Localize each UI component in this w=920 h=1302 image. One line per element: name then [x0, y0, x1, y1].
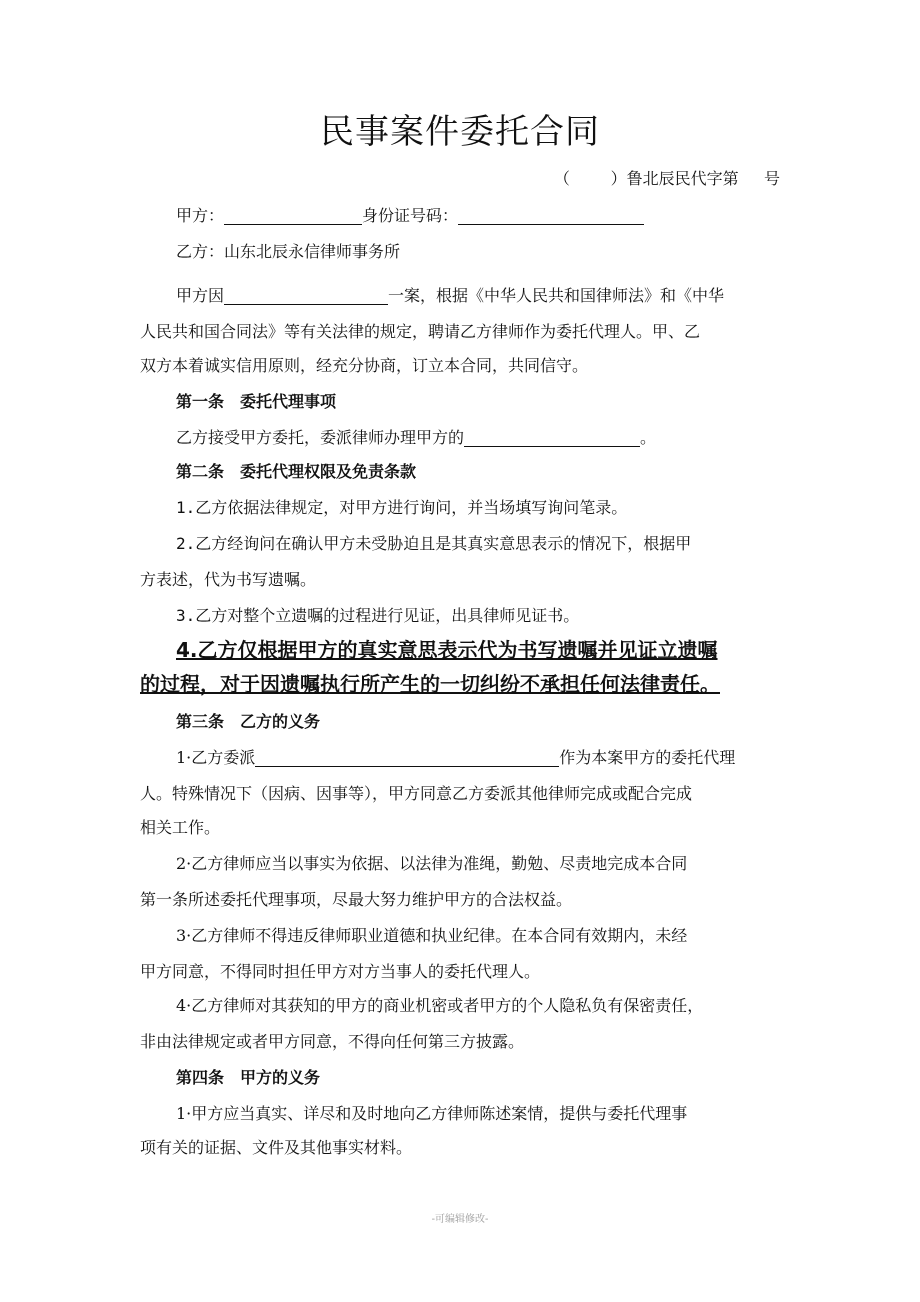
article-4-heading: 第四条 甲方的义务 — [176, 1068, 321, 1087]
id-number-blank[interactable] — [458, 206, 644, 225]
article-2-item-1-num: 1. — [176, 498, 196, 517]
party-a-label: 甲方： — [176, 206, 225, 225]
article-2-item-2-text: 乙方经询问在确认甲方未受胁迫且是其真实意思表示的情况下，根据甲 — [195, 534, 692, 553]
article-2-item-3 — [140, 598, 818, 634]
intro-line-3: 双方本着诚实信用原则，经充分协商，订立本合同，共同信守。 — [140, 356, 589, 375]
article-2-item-4b: 的过程，对于因遗嘱执行所产生的一切纠纷不承担任何法律责任。 — [140, 672, 720, 696]
article-4-item-1a: 1·甲方应当真实、详尽和及时地向乙方律师陈述案情，提供与委托代理事 — [176, 1104, 688, 1123]
article-3-item-2b: 第一条所述委托代理事项，尽最大努力维护甲方的合法权益。 — [140, 890, 573, 909]
article-3-item-4a: 4·乙方律师对其获知的甲方的商业机密或者甲方的个人隐私负有保密责任， — [176, 996, 704, 1015]
intro-text-a: 甲方因 — [176, 286, 225, 305]
case-name-blank[interactable] — [224, 286, 388, 305]
party-a-blank[interactable] — [224, 206, 362, 225]
article-3-item-1c: 人。特殊情况下（因病、因事等），甲方同意乙方委派其他律师完成或配合完成 — [140, 784, 693, 803]
intro-line-2: 人民共和国合同法》等有关法律的规定，聘请乙方律师作为委托代理人。甲、乙 — [140, 322, 701, 341]
party-a-line — [140, 198, 818, 234]
article-2-item-2-num: 2. — [176, 534, 196, 553]
page-footer: -可编辑修改- — [431, 1214, 489, 1225]
article-3-item-4b: 非由法律规定或者甲方同意，不得向任何第三方披露。 — [140, 1032, 525, 1051]
article-1-heading: 第一条 委托代理事项 — [176, 392, 337, 411]
lawyer-name-blank[interactable] — [255, 748, 559, 767]
article-2-item-2a — [140, 526, 818, 562]
article-3-item-3b: 甲方同意，不得同时担任甲方对方当事人的委托代理人。 — [140, 962, 541, 981]
matter-blank[interactable] — [464, 428, 640, 447]
article-4-item-1b: 项有关的证据、文件及其他事实材料。 — [140, 1138, 413, 1157]
article-2-heading: 第二条 委托代理权限及免责条款 — [176, 462, 417, 481]
article-1-text — [140, 420, 818, 456]
article-1-text-b: 。 — [640, 428, 657, 447]
intro-line-1 — [140, 278, 818, 314]
article-3-item-1-text-a: 1·乙方委派 — [176, 748, 256, 767]
article-2-item-2b: 方表述，代为书写遗嘱。 — [140, 570, 317, 589]
article-2-item-3-num: 3. — [176, 606, 196, 625]
article-1-text-a: 乙方接受甲方委托，委派律师办理甲方的 — [176, 428, 465, 447]
article-2-item-4a: 4.乙方仅根据甲方的真实意思表示代为书写遗嘱并见证立遗嘱 — [176, 638, 718, 662]
article-3-item-1d: 相关工作。 — [140, 818, 221, 837]
party-b-line: 乙方：山东北辰永信律师事务所 — [176, 242, 401, 261]
article-2-item-1-text: 乙方依据法律规定，对甲方进行询问，并当场填写询问笔录。 — [195, 498, 628, 517]
article-3-heading: 第三条 乙方的义务 — [176, 712, 321, 731]
case-number: （ ）鲁北辰民代字第 号 — [553, 169, 780, 188]
article-3-item-1-text-b: 作为本案甲方的委托代理 — [559, 748, 736, 767]
article-2-item-3-text: 乙方对整个立遗嘱的过程进行见证，出具律师见证书。 — [195, 606, 580, 625]
id-label: 身份证号码： — [362, 206, 459, 225]
article-3-item-2a: 2·乙方律师应当以事实为依据、以法律为准绳，勤勉、尽责地完成本合同 — [176, 854, 688, 873]
intro-text-b: 一案，根据《中华人民共和国律师法》和《中华 — [388, 286, 725, 305]
article-3-item-1a — [140, 740, 818, 776]
article-3-item-3a: 3·乙方律师不得违反律师职业道德和执业纪律。在本合同有效期内，未经 — [176, 926, 688, 945]
document-title: 民事案件委托合同 — [320, 112, 600, 152]
article-2-item-1 — [140, 490, 818, 526]
